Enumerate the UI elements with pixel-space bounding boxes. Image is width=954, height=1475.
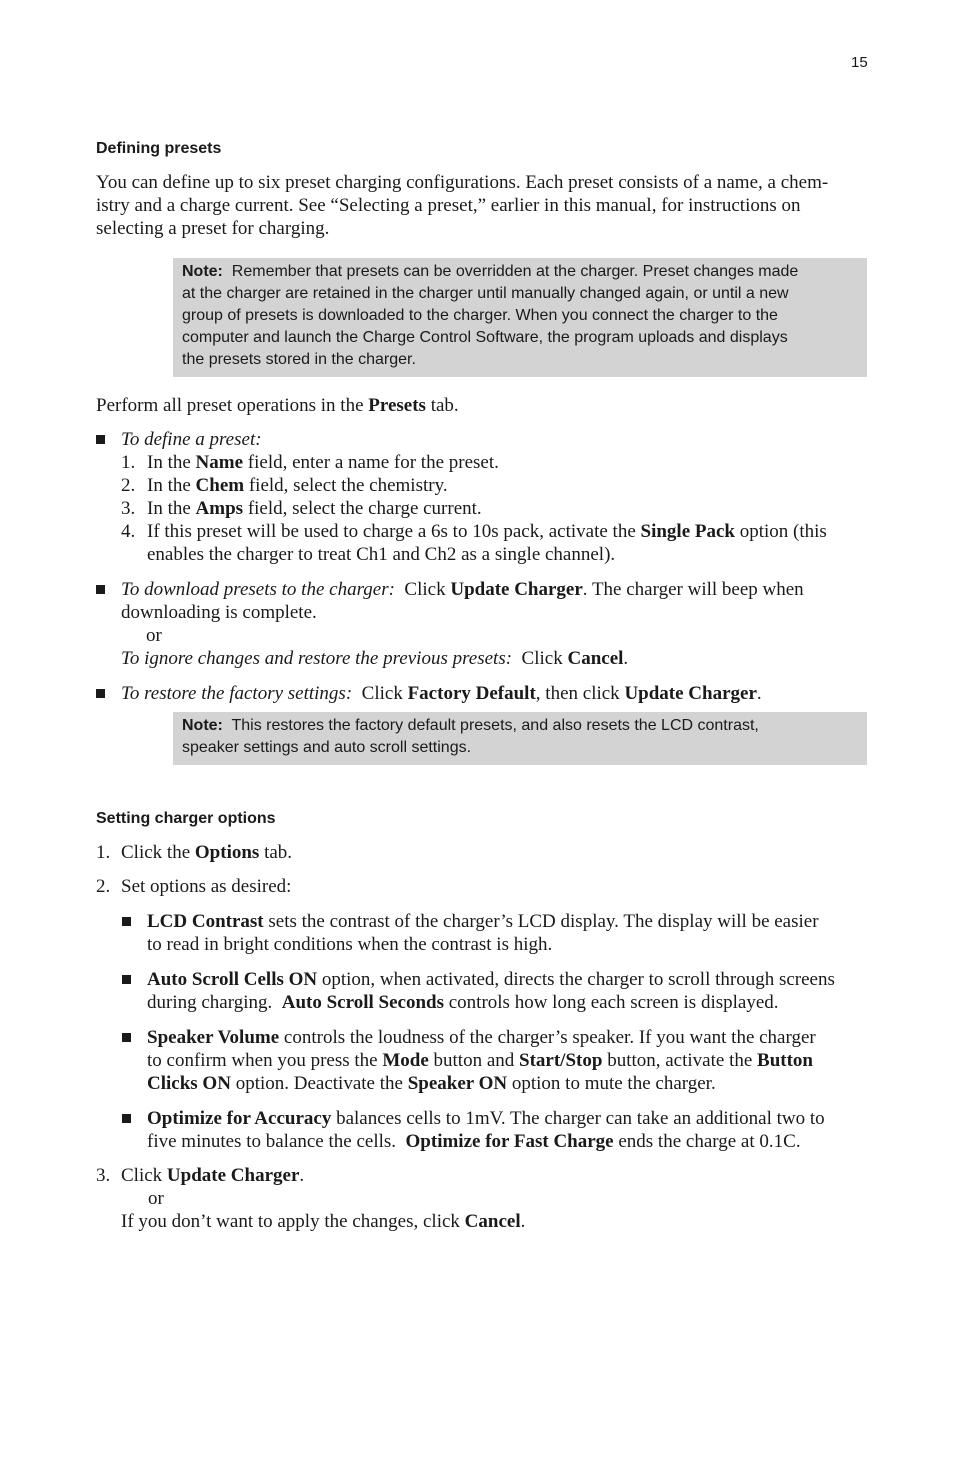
text: tab. bbox=[259, 842, 293, 863]
text: tab. bbox=[425, 395, 459, 416]
option-name: Optimize for Accuracy bbox=[147, 1108, 332, 1129]
text: To define a preset: bbox=[121, 429, 262, 450]
step-number: 2. bbox=[96, 876, 111, 897]
option-name: Button bbox=[757, 1050, 813, 1071]
restore-factory-line bbox=[121, 682, 762, 705]
download-presets-cont: downloading is complete. bbox=[121, 602, 317, 623]
text: field, select the charge current. bbox=[243, 498, 482, 519]
note-line: speaker settings and auto scroll settings. bbox=[182, 739, 472, 756]
option-name: Clicks ON bbox=[147, 1073, 231, 1094]
section-heading-charger-options: Setting charger options bbox=[96, 810, 276, 827]
note-line: computer and launch the Charge Control Software, the program uploads and displays bbox=[182, 329, 788, 346]
option-name: Auto Scroll Seconds bbox=[281, 992, 444, 1013]
or-text: or bbox=[148, 1188, 164, 1209]
speaker-volume-cont-2 bbox=[147, 1072, 716, 1095]
text: button, activate the bbox=[602, 1050, 758, 1071]
option-name: LCD Contrast bbox=[147, 911, 264, 932]
field-name: Chem bbox=[195, 475, 245, 496]
text: option to mute the charger. bbox=[507, 1073, 716, 1094]
field-name: Name bbox=[195, 452, 244, 473]
field-name: Amps bbox=[195, 498, 244, 519]
option-name: Speaker Volume bbox=[147, 1027, 280, 1048]
text: option (this bbox=[734, 521, 827, 542]
page-number: 15 bbox=[851, 54, 868, 71]
speaker-volume-cont bbox=[147, 1049, 813, 1072]
text: In the bbox=[147, 452, 196, 473]
note-box-factory bbox=[173, 712, 867, 765]
text: If this preset will be used to charge a 6s to 10s pack, activate the bbox=[147, 521, 641, 542]
option-name: Optimize for Fast Charge bbox=[405, 1131, 614, 1152]
text: . The charger will beep when bbox=[582, 579, 804, 600]
text: To restore the factory settings: bbox=[121, 683, 353, 704]
button-name: Update Charger bbox=[450, 579, 583, 600]
text: balances cells to 1mV. The charger can take an additional two to bbox=[331, 1108, 825, 1129]
button-name: Update Charger bbox=[166, 1165, 300, 1186]
bullet-square-icon bbox=[122, 917, 131, 926]
button-name: Cancel bbox=[464, 1211, 521, 1232]
define-step-4-cont: enables the charger to treat Ch1 and Ch2 as a single channel). bbox=[147, 544, 616, 565]
text: Click bbox=[352, 683, 408, 704]
text: option, when activated, directs the charger to scroll through screens bbox=[317, 969, 835, 990]
define-step-2 bbox=[147, 474, 448, 497]
or-text: or bbox=[146, 625, 162, 646]
bullet-square-icon bbox=[122, 1114, 131, 1123]
text: To download presets to the charger: bbox=[121, 579, 395, 600]
step-number: 1. bbox=[121, 452, 136, 473]
download-presets-line bbox=[121, 578, 804, 601]
auto-scroll-item bbox=[147, 968, 835, 991]
note-line: group of presets is downloaded to the charger. When you connect the charger to the bbox=[182, 307, 778, 324]
presets-tab-name: Presets bbox=[368, 395, 426, 416]
note-line: at the charger are retained in the charger until manually changed again, or until a new bbox=[182, 285, 789, 302]
cancel-alternative bbox=[121, 1210, 525, 1233]
define-step-4 bbox=[147, 520, 827, 543]
button-name: Cancel bbox=[567, 648, 624, 669]
section-heading-defining-presets: Defining presets bbox=[96, 140, 222, 157]
lcd-contrast-item bbox=[147, 910, 819, 933]
text: Click bbox=[121, 1165, 167, 1186]
optimize-item bbox=[147, 1107, 825, 1130]
text: controls the loudness of the charger’s speaker. If you want the charger bbox=[279, 1027, 816, 1048]
text: controls how long each screen is displayed. bbox=[443, 992, 779, 1013]
bullet-square-icon bbox=[122, 1033, 131, 1042]
options-step-3 bbox=[121, 1164, 304, 1187]
text: In the bbox=[147, 498, 196, 519]
text: Click bbox=[394, 579, 451, 600]
intro-line: selecting a preset for charging. bbox=[96, 218, 330, 239]
step-number: 2. bbox=[121, 475, 136, 496]
text: field, enter a name for the preset. bbox=[243, 452, 499, 473]
define-step-3 bbox=[147, 497, 482, 520]
option-name: Speaker ON bbox=[407, 1073, 508, 1094]
button-name: Update Charger bbox=[624, 683, 757, 704]
options-step-1 bbox=[121, 841, 292, 864]
note-text: Remember that presets can be overridden at the charger. Preset changes made bbox=[231, 263, 799, 280]
text: Click bbox=[512, 648, 568, 669]
bullet-square-icon bbox=[122, 975, 131, 984]
step-number: 1. bbox=[96, 842, 111, 863]
button-name: Start/Stop bbox=[519, 1050, 603, 1071]
auto-scroll-cont bbox=[147, 991, 779, 1014]
perform-paragraph bbox=[96, 394, 459, 417]
text: Perform all preset operations in the bbox=[96, 395, 369, 416]
text: . bbox=[756, 683, 762, 704]
button-name: Mode bbox=[382, 1050, 429, 1071]
step-number: 3. bbox=[96, 1165, 111, 1186]
text: field, select the chemistry. bbox=[244, 475, 448, 496]
text: , then click bbox=[535, 683, 625, 704]
note-label: Note: bbox=[182, 717, 223, 734]
ignore-changes-line bbox=[121, 647, 628, 670]
option-name: Auto Scroll Cells ON bbox=[147, 969, 318, 990]
speaker-volume-item bbox=[147, 1026, 816, 1049]
text: to confirm when you press the bbox=[147, 1050, 383, 1071]
bullet-square-icon bbox=[96, 435, 105, 444]
text: button and bbox=[428, 1050, 520, 1071]
define-step-1 bbox=[147, 451, 499, 474]
note-line bbox=[182, 715, 867, 737]
note-box-presets bbox=[173, 258, 867, 377]
text: . bbox=[520, 1211, 526, 1232]
text: option. Deactivate the bbox=[230, 1073, 408, 1094]
note-line: the presets stored in the charger. bbox=[182, 351, 416, 368]
step-number: 3. bbox=[121, 498, 136, 519]
options-step-2: Set options as desired: bbox=[121, 876, 292, 897]
button-name: Factory Default bbox=[407, 683, 536, 704]
text: . bbox=[623, 648, 629, 669]
intro-line: You can define up to six preset charging configurations. Each preset consists of a name, a chem- bbox=[96, 172, 829, 193]
text: ends the charge at 0.1C. bbox=[613, 1131, 801, 1152]
text: . bbox=[299, 1165, 305, 1186]
text: five minutes to balance the cells. bbox=[147, 1131, 406, 1152]
text: sets the contrast of the charger’s LCD display. The display will be easier bbox=[263, 911, 819, 932]
note-label: Note: bbox=[182, 263, 223, 280]
step-number: 4. bbox=[121, 521, 136, 542]
text: To ignore changes and restore the previous presets: bbox=[121, 648, 513, 669]
optimize-cont bbox=[147, 1130, 801, 1153]
bullet-square-icon bbox=[96, 689, 105, 698]
text: If you don’t want to apply the changes, click bbox=[121, 1211, 465, 1232]
note-text: This restores the factory default presets, and also resets the LCD contrast, bbox=[231, 717, 759, 734]
text: during charging. bbox=[147, 992, 282, 1013]
option-name: Single Pack bbox=[640, 521, 735, 542]
tab-name: Options bbox=[194, 842, 260, 863]
text: Click the bbox=[121, 842, 195, 863]
bullet-square-icon bbox=[96, 585, 105, 594]
define-preset-title bbox=[121, 428, 262, 451]
intro-line: istry and a charge current. See “Selecting a preset,” earlier in this manual, for instructions on bbox=[96, 195, 801, 216]
lcd-contrast-cont: to read in bright conditions when the contrast is high. bbox=[147, 934, 553, 955]
text: In the bbox=[147, 475, 196, 496]
note-line bbox=[182, 261, 867, 283]
